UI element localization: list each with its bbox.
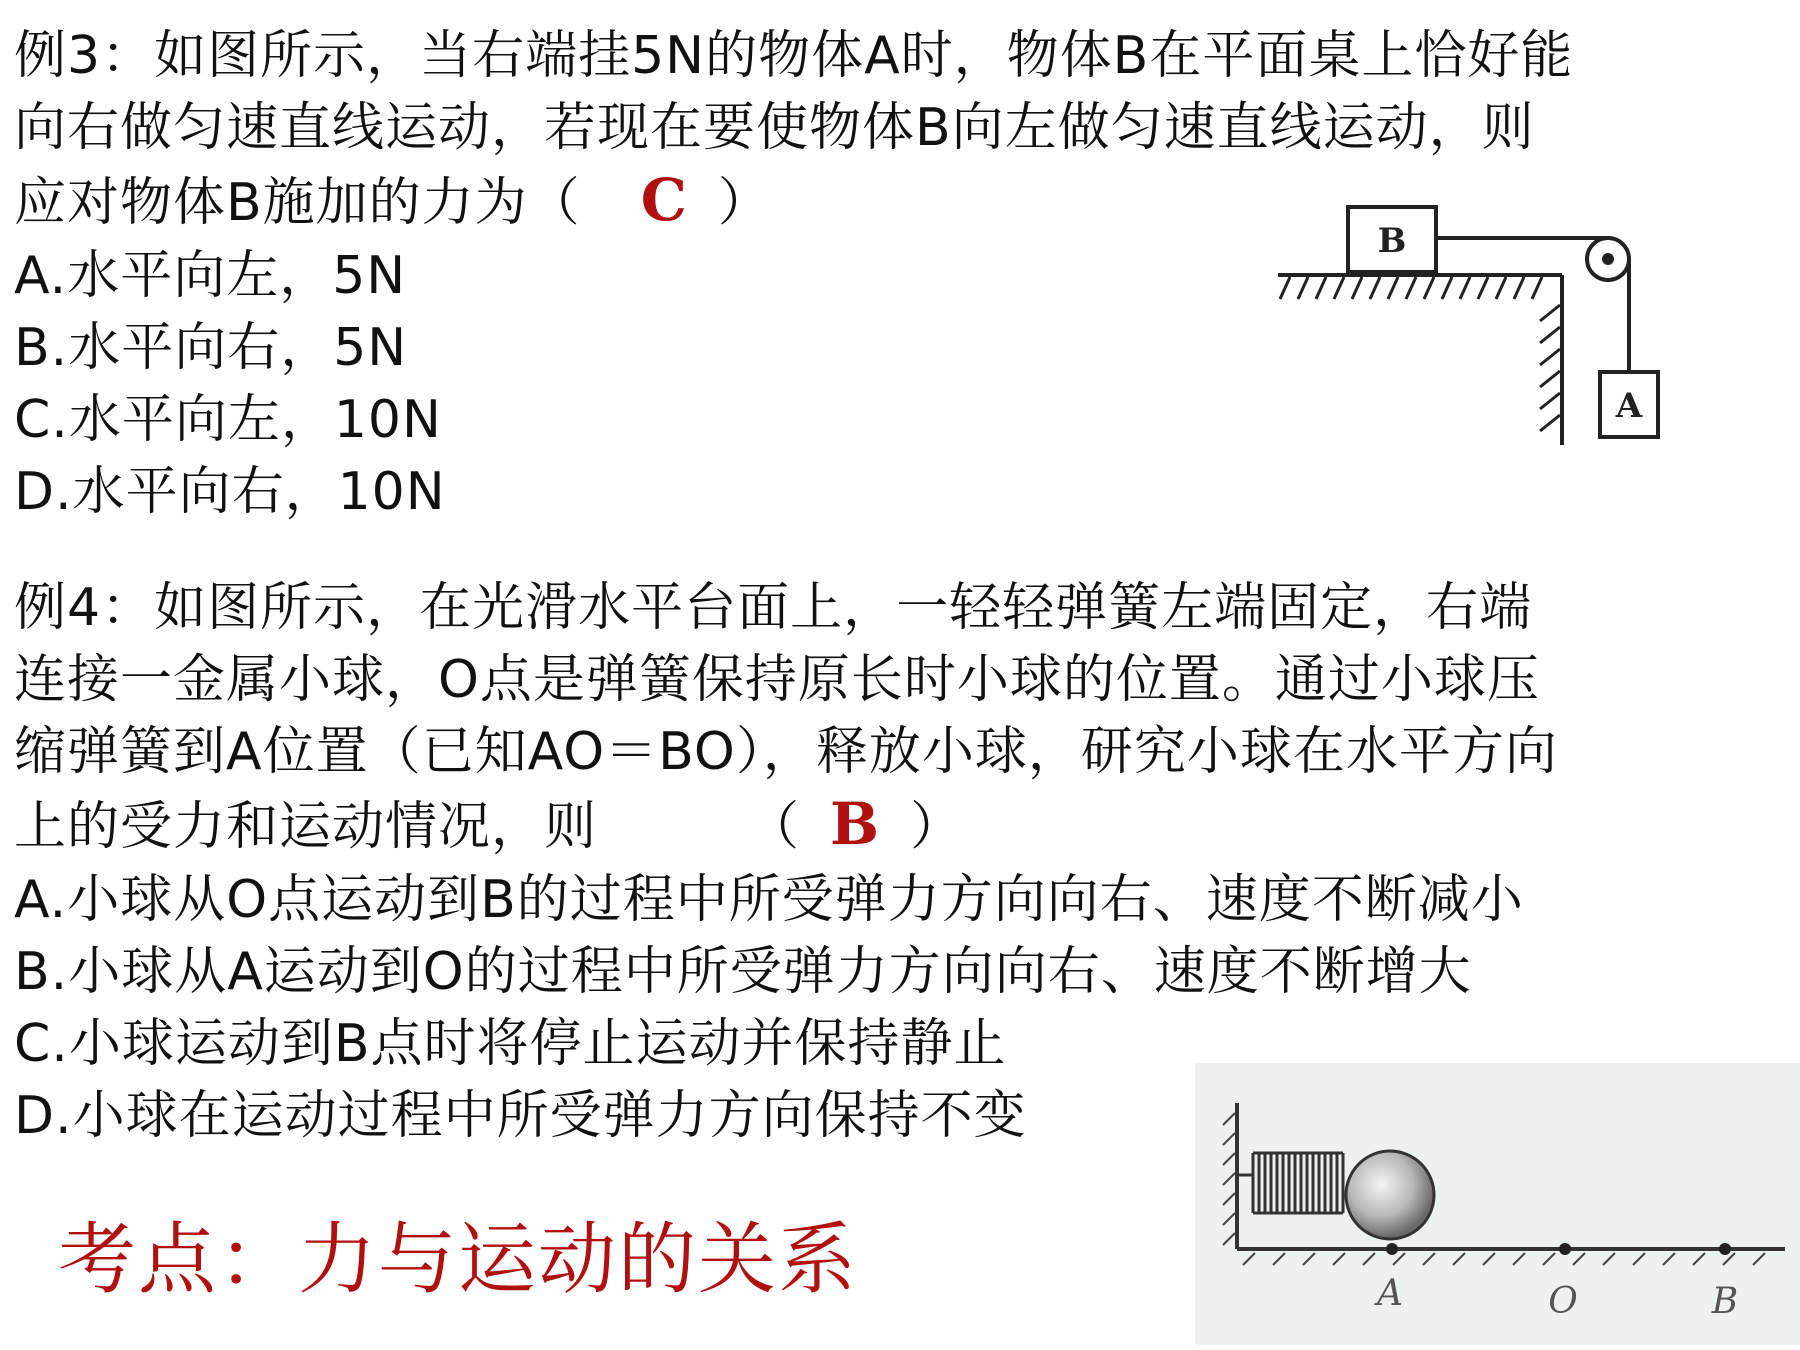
ex3-answer: C <box>640 166 688 234</box>
ex3-option-d: D.水平向右，10N <box>14 462 446 522</box>
ex3-question-text: 应对物体B施加的力为（ <box>14 173 581 233</box>
ex3-question-line-1: 例3：如图所示，当右端挂5N的物体A时，物体B在平面桌上恰好能 <box>14 26 1574 86</box>
ex4-bracket-open: （ <box>747 797 801 857</box>
block-a-label: A <box>1615 386 1643 426</box>
ex4-option-c: C.小球运动到B点时将停止运动并保持静止 <box>14 1014 1007 1074</box>
ex3-bracket-close: ） <box>717 173 771 233</box>
block-b-label: B <box>1377 221 1407 261</box>
ex4-option-a: A.小球从O点运动到B的过程中所受弹力方向向右、速度不断减小 <box>14 870 1524 930</box>
point-o-label: O <box>1548 1281 1578 1322</box>
ex4-question-line-3: 缩弹簧到A位置（已知AO＝BO），释放小球，研究小球在水平方向 <box>14 722 1558 782</box>
ex4-question-text: 上的受力和运动情况，则 <box>14 797 598 857</box>
point-a-marker <box>1386 1243 1398 1255</box>
point-o-marker <box>1559 1243 1571 1255</box>
ex3-option-a: A.水平向左，5N <box>14 246 407 306</box>
metal-ball <box>1346 1151 1434 1239</box>
point-b-marker <box>1719 1243 1731 1255</box>
ex4-spring-diagram <box>1195 1063 1800 1345</box>
ex4-option-d: D.小球在运动过程中所受弹力方向保持不变 <box>14 1086 1027 1146</box>
ex4-bracket-close: ） <box>910 797 964 857</box>
ex3-question-line-3 <box>14 164 771 239</box>
ex3-pulley-diagram <box>1270 195 1690 450</box>
ex3-option-b: B.水平向右，5N <box>14 318 408 378</box>
ex3-option-c: C.水平向左，10N <box>14 390 442 450</box>
ex4-question-line-1: 例4：如图所示，在光滑水平台面上，一轻轻弹簧左端固定，右端 <box>14 578 1533 638</box>
ex4-question-line-4 <box>14 788 963 863</box>
ex3-question-line-2: 向右做匀速直线运动，若现在要使物体B向左做匀速直线运动，则 <box>14 98 1535 158</box>
ex4-answer: B <box>830 790 881 858</box>
point-b-label: B <box>1711 1281 1739 1322</box>
point-a-label: A <box>1377 1273 1403 1314</box>
ex4-question-line-2: 连接一金属小球，O点是弹簧保持原长时小球的位置。通过小球压 <box>14 650 1540 710</box>
key-point-title: 考点：力与运动的关系 <box>58 1215 859 1305</box>
ex4-option-b: B.小球从A运动到O的过程中所受弹力方向向右、速度不断增大 <box>14 942 1472 1002</box>
